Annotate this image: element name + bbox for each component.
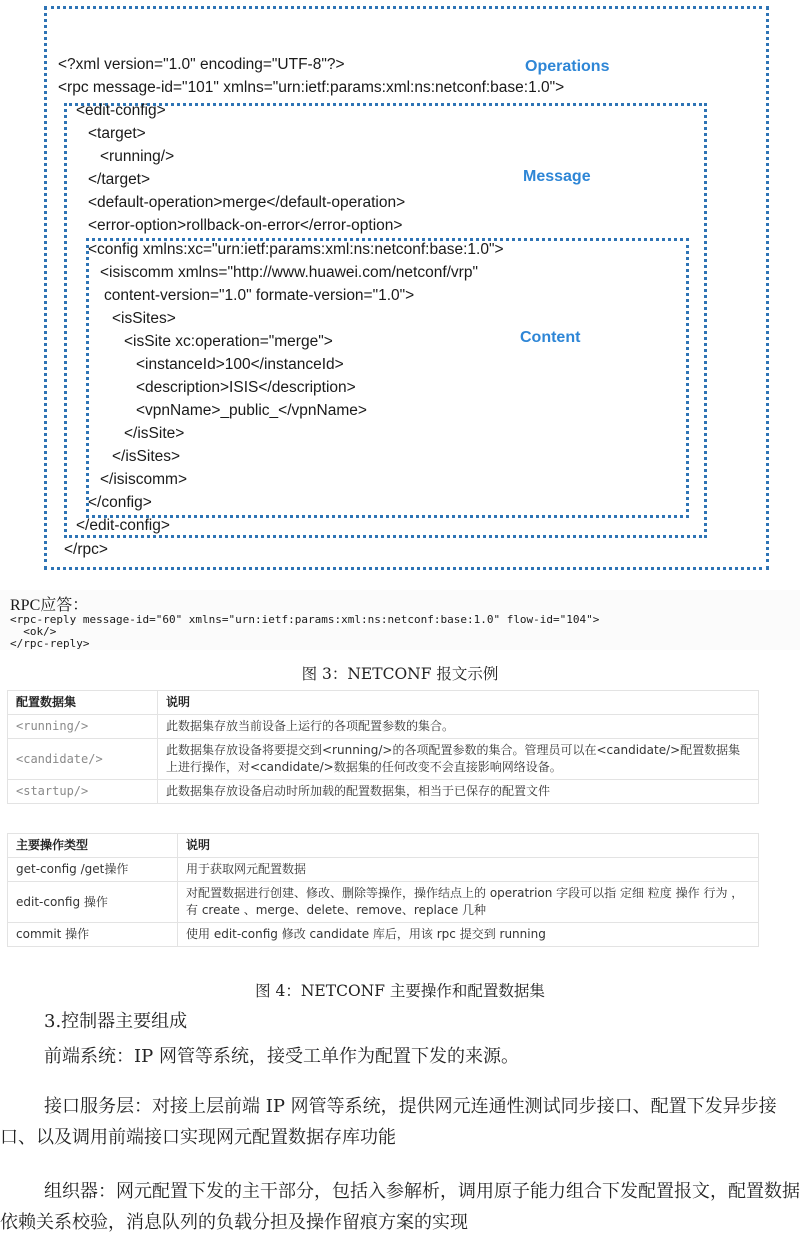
table-header-row	[8, 691, 759, 715]
operation-desc-cell: 使用 edit-config 修改 candidate 库后，用该 rpc 提交到 running	[178, 923, 759, 947]
xml-line: <?xml version="1.0" encoding="UTF-8"?>	[58, 56, 345, 73]
xml-line: <config xmlns:xc="urn:ietf:params:xml:ns:netconf:base:1.0">	[88, 241, 504, 258]
xml-line: <edit-config>	[76, 102, 166, 119]
paragraph-interface-layer: 接口服务层：对接上层前端 IP 网管等系统，提供网元连通性测试同步接口、配置下发异步接口、以及调用前端接口实现网元配置数据存库功能	[0, 1096, 777, 1148]
xml-line: </rpc>	[64, 541, 108, 558]
datasets-table	[7, 690, 759, 804]
table-row	[8, 858, 759, 882]
xml-line: </config>	[88, 494, 152, 511]
xml-line: <vpnName>_public_</vpnName>	[136, 402, 367, 419]
operations-label: Operations	[525, 58, 610, 75]
table-row	[8, 923, 759, 947]
xml-line: </isiscomm>	[100, 471, 187, 488]
xml-line: content-version="1.0" formate-version="1.0">	[104, 287, 415, 304]
xml-line: <isiscomm xmlns="http://www.huawei.com/netconf/vrp"	[100, 264, 478, 281]
xml-line: <default-operation>merge</default-operation>	[88, 194, 406, 211]
paragraph-frontend: 前端系统：IP 网管等系统，接受工单作为配置下发的来源。	[44, 1046, 519, 1067]
xml-line: <running/>	[100, 148, 175, 165]
figure-4-caption: 图 4：NETCONF 主要操作和配置数据集	[255, 982, 545, 1000]
table-row	[8, 715, 759, 739]
figure-3-caption: 图 3：NETCONF 报文示例	[301, 665, 499, 683]
xml-line: <instanceId>100</instanceId>	[136, 356, 344, 373]
xml-line: <target>	[88, 125, 146, 142]
rpc-reply-line: <rpc-reply message-id="60" xmlns="urn:ietf:params:xml:ns:netconf:base:1.0" flow-id="104">	[10, 613, 600, 626]
rpc-reply-block	[0, 590, 800, 650]
rpc-reply-line: </rpc-reply>	[10, 637, 90, 650]
dataset-desc-cell: 此数据集存放设备将要提交到<running/>的各项配置参数的集合。管理员可以在<candidate/>配置数据集上进行操作，对<candidate/>数据集的任何改变不会直接影响网络设备。	[158, 739, 759, 780]
xml-figure	[0, 0, 800, 585]
table-header-row	[8, 834, 759, 858]
column-header: 说明	[158, 691, 759, 715]
xml-line: <isSite xc:operation="merge">	[124, 333, 333, 350]
column-header: 配置数据集	[8, 691, 158, 715]
dataset-desc-cell: 此数据集存放设备启动时所加载的配置数据集，相当于已保存的配置文件	[158, 780, 759, 804]
operation-name-cell: commit 操作	[8, 923, 178, 947]
column-header: 主要操作类型	[8, 834, 178, 858]
xml-line: <error-option>rollback-on-error</error-option>	[88, 217, 403, 234]
operation-name-cell: get-config /get操作	[8, 858, 178, 882]
xml-line: <rpc message-id="101" xmlns="urn:ietf:params:xml:ns:netconf:base:1.0">	[58, 79, 565, 96]
dataset-name-cell: <startup/>	[8, 780, 158, 804]
xml-line: </edit-config>	[76, 517, 170, 534]
paragraph-orchestrator: 组织器：网元配置下发的主干部分，包括入参解析，调用原子能力组合下发配置报文，配置数据依赖关系校验，消息队列的负载分担及操作留痕方案的实现	[0, 1181, 800, 1233]
xml-line: </target>	[88, 171, 151, 188]
rpc-reply-line: <ok/>	[10, 625, 57, 638]
xml-line: </isSites>	[112, 448, 181, 465]
operation-name-cell: edit-config 操作	[8, 882, 178, 923]
rpc-reply-title: RPC应答：	[10, 597, 89, 614]
xml-line: <isSites>	[112, 310, 176, 327]
dataset-name-cell: <candidate/>	[8, 739, 158, 780]
xml-line: </isSite>	[124, 425, 185, 442]
column-header: 说明	[178, 834, 759, 858]
message-label: Message	[523, 168, 591, 185]
content-label: Content	[520, 329, 581, 346]
table-row	[8, 739, 759, 780]
table-row	[8, 780, 759, 804]
dataset-name-cell: <running/>	[8, 715, 158, 739]
section-heading: 3.控制器主要组成	[44, 1011, 188, 1032]
operations-table	[7, 833, 759, 947]
xml-line: <description>ISIS</description>	[136, 379, 356, 396]
operation-desc-cell: 用于获取网元配置数据	[178, 858, 759, 882]
operation-desc-cell: 对配置数据进行创建、修改、删除等操作，操作结点上的 operatrion 字段可以指 定细 粒度 操作 行为 ，有 create 、merge、delete、remove、replace 几种	[178, 882, 759, 923]
table-row	[8, 882, 759, 923]
dataset-desc-cell: 此数据集存放当前设备上运行的各项配置参数的集合。	[158, 715, 759, 739]
